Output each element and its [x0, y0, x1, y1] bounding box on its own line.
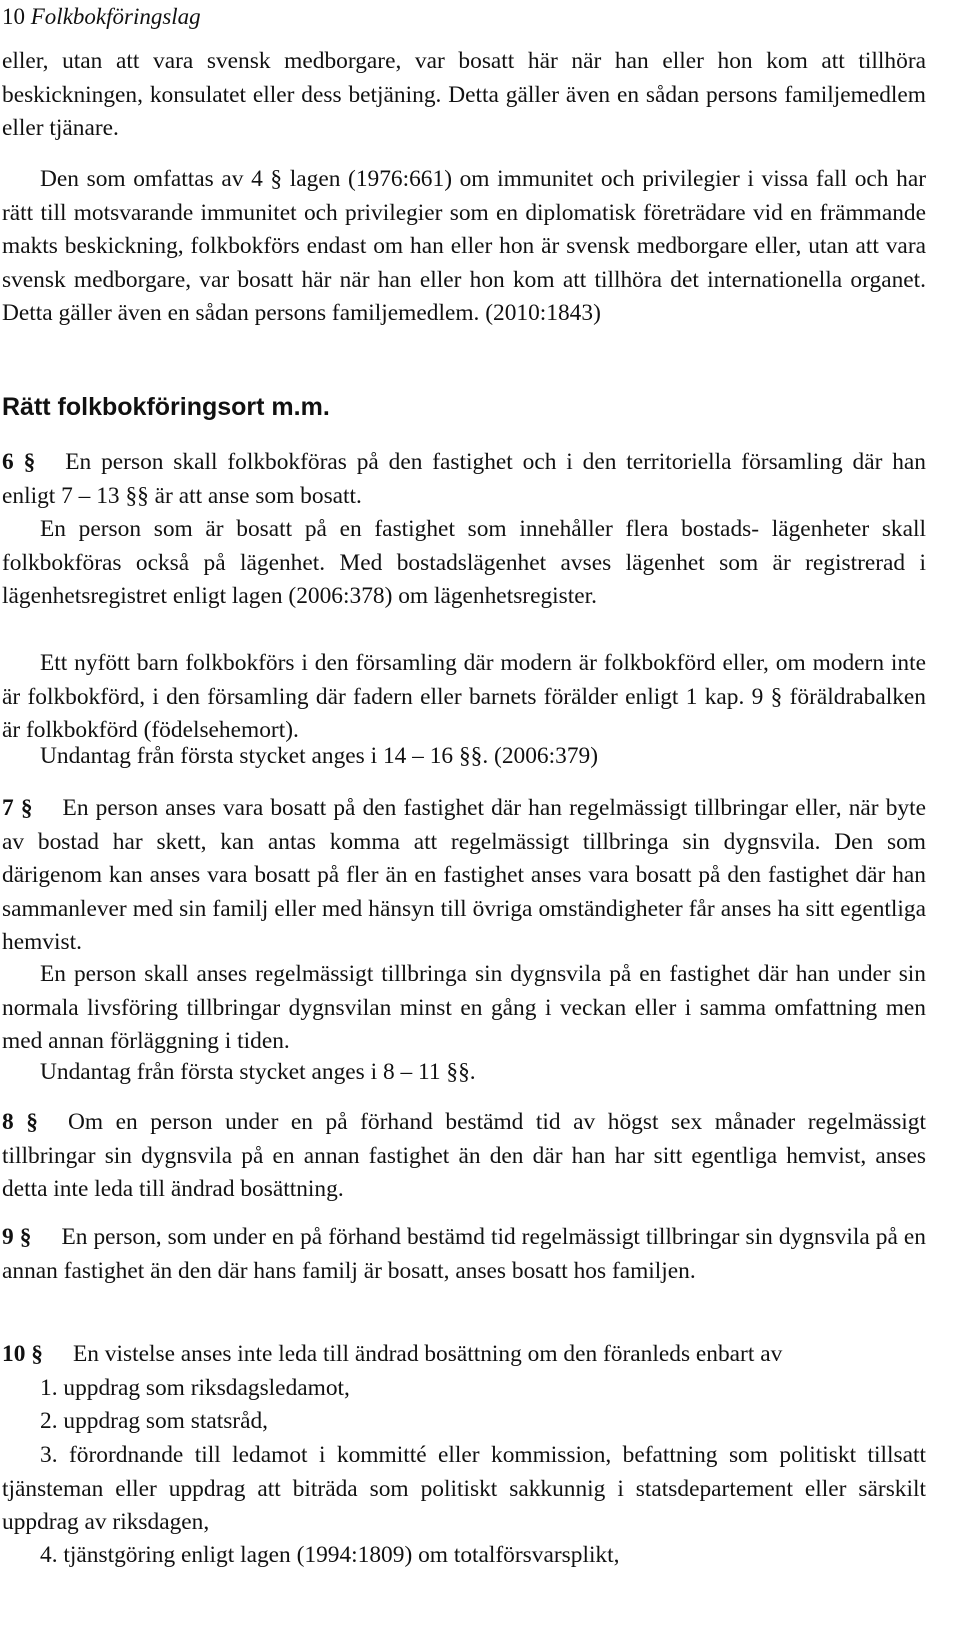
running-header: [2, 2, 201, 32]
section-symbol: §: [26, 1109, 38, 1135]
paragraph-immunity: Den som omfattas av 4 § lagen (1976:661) om immunitet och privilegier i vissa fall och har rätt till motsvarande immunitet och privilegier som en diplomatisk företrädare vid en främmande makts beskickning, folkbokförs endast om han eller hon är svensk medborgare eller, utan att vara svensk medborgare, var bosatt här när han eller hon kom att tillhöra det internationella organet. Detta gäller även en sådan persons familjemedlem. (2010:1843): [2, 166, 926, 327]
section-6-paragraph-3: Ett nyfött barn folkbokförs i den församling där modern är folkbokförd eller, om modern inte är folkbokförd, i den församling där fadern eller barnets förälder enligt 1 kap. 9 § föräldrabalken är folkbokförd (födelsehemort).: [2, 650, 926, 744]
section-8: [2, 1106, 926, 1207]
section-7-paragraph-3: Undantag från första stycket anges i 8 – 11 §§.: [40, 1059, 476, 1085]
section-10-text: En vistelse anses inte leda till ändrad bosättning om den föranleds enbart av: [72, 1341, 783, 1367]
section-symbol: §: [19, 1224, 32, 1250]
list-item: 3. förordnande till ledamot i kommitté eller kommission, befattning som politiskt tillsatt tjänsteman eller uppdrag att biträda som politiskt sakkunnig i statsdepartement eller särskilt uppdrag av riksdagen,: [2, 1442, 926, 1536]
section-6-paragraph-4: Undantag från första stycket anges i 14 – 16 §§. (2006:379): [40, 743, 598, 769]
section-7-paragraph-2: En person skall anses regelmässigt tillbringa sin dygnsvila på en fastighet där han under sin normala livsföring tillbringar dygnsvilan minst en gång i veckan eller i samma omfattning men med annan förläggning i tiden.: [2, 961, 926, 1055]
section-symbol: §: [23, 449, 36, 475]
section-number: 6: [2, 449, 14, 475]
section-6-text: En person skall folkbokföras på den fastighet och i den territoriella församling där han enligt 7 – 13 §§ är att anse som bosatt.: [2, 449, 926, 509]
section-number: 10: [2, 1341, 26, 1367]
section-10: [2, 1338, 926, 1372]
section-7-text: En person anses vara bosatt på den fastighet där han regelmässigt tillbringar eller, när byte av bostad har skett, kan antas komma att regelmässigt tillbringa sin dygnsvila. Den som därigenom kan anses vara bosatt på fler än en fastighet anses vara bosatt på den fastighet där han sammanlever med sin familj eller med hänsyn till övriga omständigheter får anses ha sitt egentliga hemvist.: [2, 795, 926, 956]
section-6: [2, 446, 926, 513]
section-number: 8: [2, 1109, 14, 1135]
section-symbol: §: [31, 1341, 43, 1367]
section-6-paragraph-2: En person som är bosatt på en fastighet som innehåller flera bostads- lägenheter skall folkbokföras också på lägenhet. Med bostadslägenhet avses lägenhet som är registrerad i lägenhetsregistret enligt lagen (2006:378) om lägenhetsregister.: [2, 516, 926, 610]
list-item: 4. tjänstgöring enligt lagen (1994:1809) om totalförsvarsplikt,: [40, 1542, 620, 1568]
section-number: 7: [2, 795, 14, 821]
list-item: 2. uppdrag som statsråd,: [40, 1408, 269, 1434]
running-title: Folkbokföringslag: [30, 4, 201, 29]
list-item: 1. uppdrag som riksdagsledamot,: [40, 1375, 350, 1401]
page-number: 10: [2, 4, 25, 29]
section-number: 9: [2, 1224, 14, 1250]
section-9-text: En person, som under en på förhand bestämd tid regelmässigt tillbringar sin dygnsvila på en annan fastighet än den där hans familj är bosatt, anses bosatt hos familjen.: [2, 1224, 926, 1284]
section-7: [2, 792, 926, 960]
section-symbol: §: [20, 795, 33, 821]
section-9: [2, 1221, 926, 1288]
paragraph-continuation: eller, utan att vara svensk medborgare, var bosatt här när han eller hon kom att tillhöra beskickningen, konsulatet eller dess betjäning. Detta gäller även en sådan persons familjemedlem eller tjänare.: [2, 48, 926, 142]
section-8-text: Om en person under en på förhand bestämd tid av högst sex månader regelmässigt tillbringar sin dygnsvila på en annan fastighet än den där han har sitt egentliga hemvist, anses detta inte leda till ändrad bosättning.: [2, 1109, 926, 1203]
section-heading: Rätt folkbokföringsort m.m.: [2, 393, 330, 421]
